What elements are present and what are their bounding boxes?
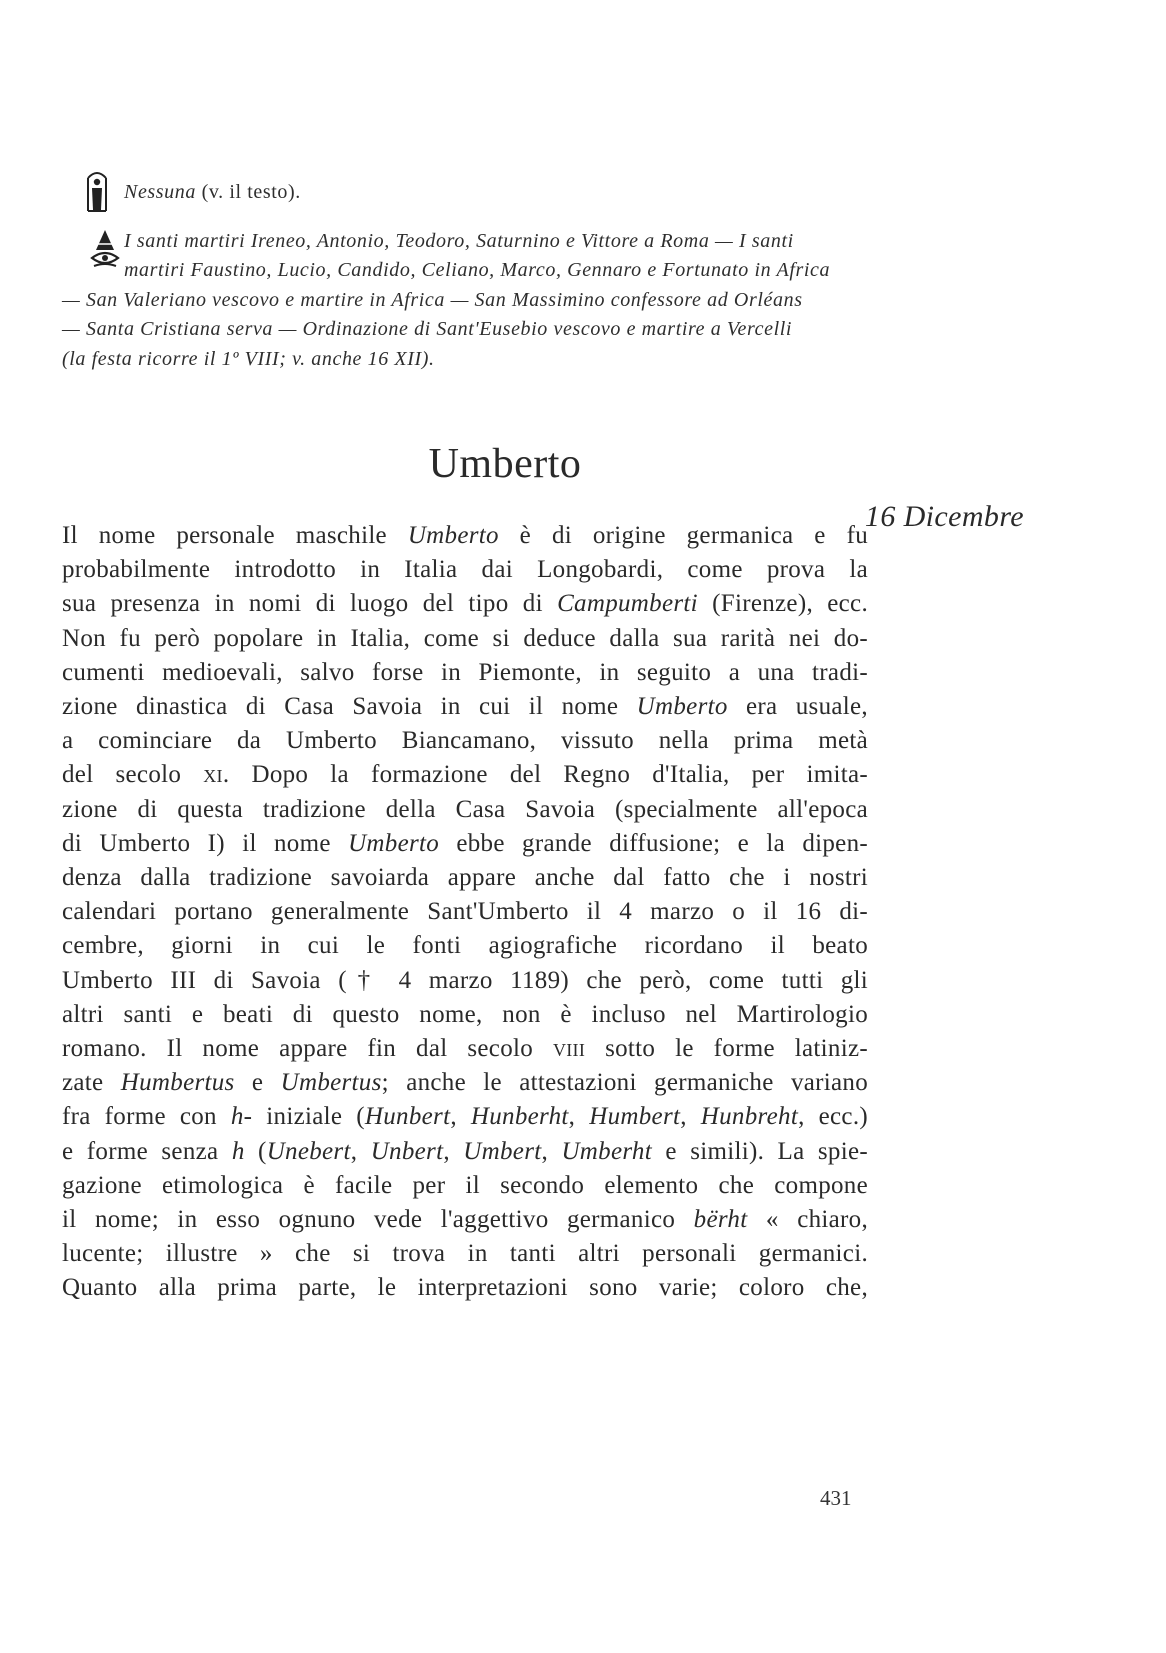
body-text: lucente; illustre » che si trova in tanti altri personali germanici. bbox=[62, 1240, 868, 1268]
header-line-4: — San Valeriano vescovo e martire in Africa — San Massimino confessore ad Orléans bbox=[62, 289, 803, 311]
body-text: il nome; in esso ognuno vede l'aggettivo germanico bbox=[62, 1206, 694, 1233]
italic-term: Unebert bbox=[266, 1137, 351, 1165]
italic-term: Umberto bbox=[348, 829, 440, 857]
body-line bbox=[62, 966, 868, 996]
body-line bbox=[62, 1000, 868, 1030]
body-text: zione di questa tradizione della Casa Savoia (specialmente all'epoca bbox=[62, 795, 868, 823]
body-line bbox=[62, 555, 868, 585]
body-line bbox=[62, 931, 868, 961]
crown-emblem-icon bbox=[88, 228, 122, 270]
body-text: a cominciare da Umberto Biancamano, vissuto nella prima metà bbox=[62, 727, 868, 755]
body-text: denza dalla tradizione savoiarda appare anche dal fatto che i nostri bbox=[62, 864, 868, 891]
body-line bbox=[62, 692, 868, 722]
article-title: Umberto bbox=[428, 441, 582, 487]
roman-numeral: xi bbox=[203, 761, 223, 789]
body-text: zate bbox=[62, 1069, 121, 1097]
body-line bbox=[62, 589, 868, 619]
body-text: zione dinastica di Casa Savoia in cui il nome bbox=[62, 693, 637, 720]
header-line-3: martiri Faustino, Lucio, Candido, Celiano, Marco, Gennaro e Fortunato in Africa bbox=[124, 259, 831, 281]
body-text: , bbox=[541, 1137, 562, 1165]
body-line bbox=[62, 1137, 868, 1167]
italic-term: bërht bbox=[693, 1206, 748, 1233]
feast-date: 16 Dicembre bbox=[864, 500, 1024, 533]
italic-term: h- bbox=[230, 1103, 253, 1131]
body-text: altri santi e beati di questo nome, non è incluso nel Martirologio bbox=[62, 1000, 868, 1028]
body-line bbox=[62, 658, 868, 688]
body-text: Quanto alla prima parte, le interpretazioni sono varie; coloro che, bbox=[62, 1274, 868, 1302]
body-text: fra forme con bbox=[62, 1103, 231, 1131]
body-text: romano. Il nome appare fin dal secolo bbox=[62, 1035, 553, 1062]
body-text: sotto le forme latiniz- bbox=[585, 1035, 868, 1062]
body-text: « chiaro, bbox=[747, 1206, 869, 1233]
italic-term: Humbertus bbox=[120, 1069, 235, 1097]
body-text: , ecc.) bbox=[798, 1103, 869, 1131]
header-line-2: I santi martiri Ireneo, Antonio, Teodoro, Saturnino e Vittore a Roma — I santi bbox=[124, 230, 794, 252]
body-text: sua presenza in nomi di luogo del tipo di bbox=[62, 590, 558, 618]
italic-term: Umbert bbox=[463, 1137, 542, 1165]
body-line bbox=[62, 624, 868, 654]
italic-term: Umbertus bbox=[280, 1069, 382, 1097]
body-text: probabilmente introdotto in Italia dai Longobardi, come prova la bbox=[62, 556, 868, 584]
body-text: del secolo bbox=[62, 761, 204, 789]
italic-term: Unbert bbox=[370, 1137, 444, 1165]
italic-term: Umberto bbox=[407, 522, 499, 549]
italic-term: Hunbert bbox=[364, 1103, 451, 1131]
body-text: gazione etimologica è facile per il secondo elemento che compone bbox=[62, 1171, 868, 1199]
roman-numeral: viii bbox=[552, 1035, 586, 1062]
body-line bbox=[62, 1102, 868, 1132]
body-text: . Dopo la formazione del Regno d'Italia, per imita- bbox=[222, 761, 868, 789]
body-text: e simili). La spie- bbox=[651, 1137, 869, 1165]
body-text: ; anche le attestazioni germaniche variano bbox=[381, 1069, 869, 1097]
body-text: , bbox=[450, 1103, 471, 1131]
body-text: cumenti medioevali, salvo forse in Piemonte, in seguito a una tradi- bbox=[62, 658, 868, 686]
body-line bbox=[62, 795, 868, 825]
body-text: cembre, giorni in cui le fonti agiografiche ricordano il beato bbox=[62, 932, 868, 960]
italic-term: Humbert bbox=[589, 1103, 681, 1131]
body-line bbox=[62, 897, 868, 927]
body-line bbox=[62, 521, 868, 551]
body-text: e forme senza bbox=[62, 1137, 232, 1165]
body-text: di Umberto I) il nome bbox=[62, 829, 349, 857]
page-number: 431 bbox=[820, 1486, 852, 1510]
body-line bbox=[62, 1171, 868, 1201]
body-text: Il nome personale maschile bbox=[62, 522, 408, 549]
italic-term: Hunbreht bbox=[700, 1103, 799, 1131]
body-line bbox=[62, 760, 868, 790]
body-line bbox=[62, 1205, 868, 1235]
body-line bbox=[62, 863, 868, 893]
body-text: , bbox=[443, 1137, 464, 1165]
body-line bbox=[62, 829, 868, 859]
header-nessuna: Nessuna bbox=[124, 181, 196, 203]
body-text: Non fu però popolare in Italia, come si deduce dalla sua rarità nei do- bbox=[62, 624, 868, 652]
header-line-5: — Santa Cristiana serva — Ordinazione di Sant'Eusebio vescovo e martire a Vercelli bbox=[62, 318, 793, 340]
body-text: (Firenze), ecc. bbox=[697, 590, 869, 618]
italic-term: Campumberti bbox=[557, 590, 698, 618]
body-line bbox=[62, 1239, 868, 1269]
saint-figure-icon bbox=[86, 170, 108, 212]
body-text: calendari portano generalmente Sant'Umberto il 4 marzo o il 16 di- bbox=[62, 898, 868, 926]
header-line-1 bbox=[124, 181, 301, 204]
header-line-6: (la festa ricorre il 1º VIII; v. anche 16 XII). bbox=[62, 348, 435, 370]
body-line bbox=[62, 1273, 868, 1303]
body-text: , bbox=[680, 1103, 701, 1131]
body-text: Umberto III di Savoia († 4 marzo 1189) che però, come tutti gli bbox=[62, 966, 868, 994]
body-text: ( bbox=[244, 1137, 267, 1165]
body-text: e bbox=[234, 1069, 281, 1097]
body-line bbox=[62, 726, 868, 756]
body-text: ebbe grande diffusione; e la dipen- bbox=[439, 829, 868, 857]
body-text: , bbox=[568, 1103, 590, 1131]
italic-term: Umberht bbox=[561, 1137, 652, 1165]
italic-term: Hunberht bbox=[470, 1103, 569, 1131]
body-text: è di origine germanica e fu bbox=[498, 522, 868, 549]
body-line bbox=[62, 1068, 868, 1098]
italic-term: Umberto bbox=[636, 693, 728, 720]
body-text: era usuale, bbox=[727, 693, 868, 720]
body-text: iniziale ( bbox=[252, 1103, 365, 1131]
body-text: , bbox=[350, 1137, 371, 1165]
body-line bbox=[62, 1034, 868, 1064]
italic-term: h bbox=[231, 1137, 245, 1165]
header-nessuna-rest: (v. il testo). bbox=[195, 181, 301, 203]
